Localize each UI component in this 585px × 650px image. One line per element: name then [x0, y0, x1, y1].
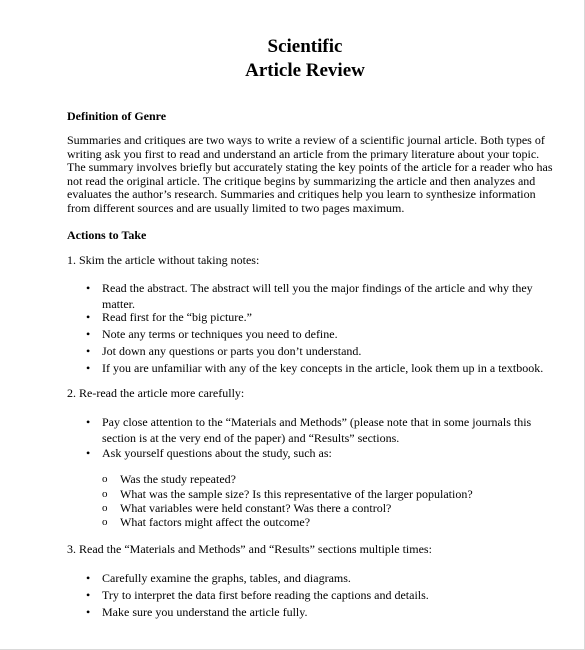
sub-list-item-text: What factors might affect the outcome?: [120, 515, 311, 529]
bullet-marker: •: [86, 446, 91, 460]
list-item: [86, 414, 532, 446]
circle-bullet-marker: o: [102, 516, 108, 528]
list-item: [86, 309, 252, 325]
list-item: [86, 326, 338, 342]
sub-list-item-text: What was the sample size? Is this representative of the larger population?: [120, 487, 473, 501]
circle-bullet-marker: o: [102, 473, 108, 485]
list-item-text: section is at the very end of the paper) and “Results” sections.: [102, 431, 400, 445]
step-1-label: 1. Skim the article without taking notes:: [67, 253, 260, 267]
list-item-text: Read the abstract. The abstract will tell you the major findings of the article and why they: [102, 281, 533, 295]
list-item: [86, 587, 429, 603]
paragraph-line: evaluates the author’s research. Summaries and critiques help you learn to synthesize information: [67, 187, 536, 201]
definition-paragraph: [67, 133, 553, 215]
bullet-marker: •: [86, 327, 91, 341]
bullet-marker: •: [86, 415, 91, 429]
title-line-1: Scientific: [267, 36, 343, 57]
step-3-label: 3. Read the “Materials and Methods” and “Results” sections multiple times:: [67, 542, 432, 556]
title-line-2: Article Review: [245, 60, 365, 81]
list-item-text: Jot down any questions or parts you don’t understand.: [102, 344, 362, 358]
list-item: [86, 343, 362, 359]
list-item: [86, 445, 332, 461]
list-item-text: Ask yourself questions about the study, such as:: [102, 446, 332, 460]
bullet-marker: •: [86, 344, 91, 358]
step-2-label: 2. Re-read the article more carefully:: [67, 386, 245, 400]
circle-bullet-marker: o: [102, 502, 108, 514]
paragraph-line: writing ask you first to read and understand an article from the primary literature about your topic.: [67, 146, 540, 161]
bullet-marker: •: [86, 571, 91, 585]
list-item-text: Try to interpret the data first before reading the captions and details.: [102, 588, 429, 602]
list-item-text: Make sure you understand the article fully.: [102, 605, 308, 619]
page-title: [0, 35, 585, 83]
list-item-text: Pay close attention to the “Materials and Methods” (please note that in some journals this: [102, 415, 532, 429]
bullet-marker: •: [86, 361, 91, 375]
paragraph-line: from different sources and are usually limited to two pages maximum.: [67, 200, 405, 215]
sub-list-item-text: What variables were held constant? Was there a control?: [120, 501, 392, 515]
sub-list-item: [102, 471, 236, 487]
bullet-marker: •: [86, 281, 91, 295]
bullet-marker: •: [86, 310, 91, 324]
list-item-text: Read first for the “big picture.”: [102, 310, 252, 324]
list-item-text: matter.: [102, 297, 135, 311]
list-item: [86, 570, 351, 586]
list-item: [86, 280, 533, 312]
sub-list-item: [102, 514, 311, 530]
list-item: [86, 360, 544, 376]
paragraph-line: Summaries and critiques are two ways to write a review of a scientific journal article. Both types of: [67, 133, 545, 147]
list-item-text: Carefully examine the graphs, tables, and diagrams.: [102, 571, 351, 585]
list-item-text: Note any terms or techniques you need to define.: [102, 327, 338, 341]
heading-actions-to-take: Actions to Take: [67, 228, 147, 242]
list-item: [86, 604, 308, 620]
bullet-marker: •: [86, 605, 91, 619]
heading-definition-of-genre: Definition of Genre: [67, 109, 167, 123]
paragraph-line: not read the original article. The critique begins by summarizing the article and then analyzes and: [67, 173, 536, 188]
sub-list-item-text: Was the study repeated?: [120, 472, 236, 486]
circle-bullet-marker: o: [102, 488, 108, 500]
paragraph-line: The summary involves briefly but accurately stating the key points of the article for a reader who has: [67, 160, 553, 174]
list-item-text: If you are unfamiliar with any of the key concepts in the article, look them up in a textbook.: [102, 361, 544, 375]
bullet-marker: •: [86, 588, 91, 602]
